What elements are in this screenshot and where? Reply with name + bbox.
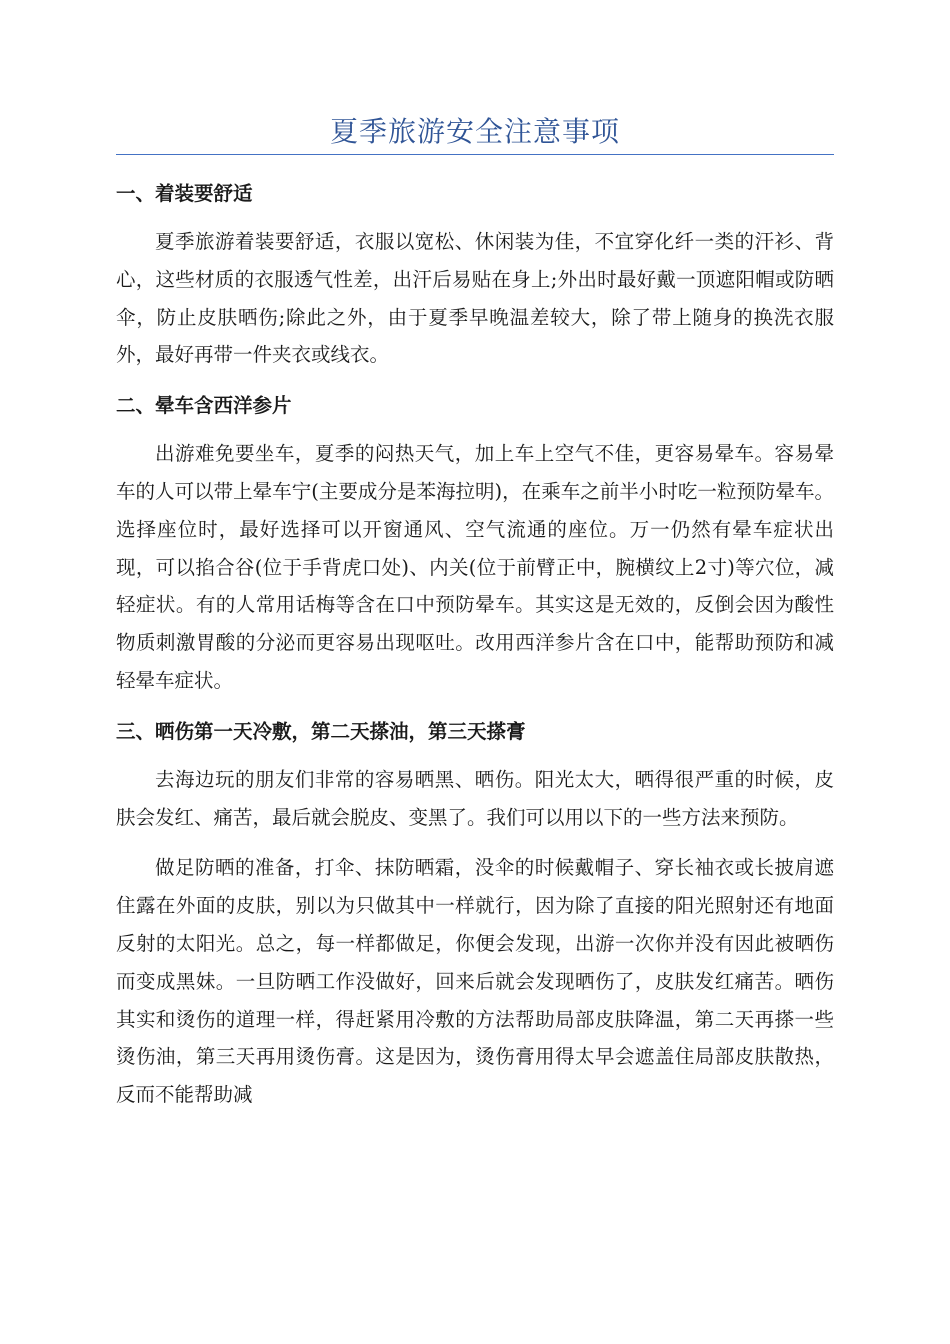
paragraph: 去海边玩的朋友们非常的容易晒黑、晒伤。阳光太大，晒得很严重的时候，皮肤会发红、痛苦，最后就会脱皮、变黑了。我们可以用以下的一些方法来预防。 xyxy=(116,767,834,829)
section-3 xyxy=(116,713,834,1114)
section-heading: 一、着装要舒适 xyxy=(116,182,253,205)
page-title: 夏季旅游安全注意事项 xyxy=(329,115,620,148)
paragraph: 夏季旅游着装要舒适，衣服以宽松、休闲装为佳，不宜穿化纤一类的汗衫、背心，这些材质的衣服透气性差，出汗后易贴在身上;外出时最好戴一顶遮阳帽或防晒伞，防止皮肤晒伤;除此之外，由于夏季早晚温差较大，除了带上随身的换洗衣服外，最好再带一件夹衣或线衣。 xyxy=(116,230,834,367)
section-heading: 三、晒伤第一天冷敷，第二天搽油，第三天搽膏 xyxy=(116,719,526,743)
title-divider xyxy=(116,154,834,155)
document-body xyxy=(116,175,834,1127)
paragraph: 出游难免要坐车，夏季的闷热天气，加上车上空气不佳，更容易晕车。容易晕车的人可以带上晕车宁(主要成分是苯海拉明)，在乘车之前半小时吃一粒预防晕车。选择座位时，最好选择可以开窗通风、空气流通的座位。万一仍然有晕车症状出现，可以掐合谷(位于手背虎口处)、内关(位于前臂正中，腕横纹上2寸)等穴位，减轻症状。有的人常用话梅等含在口中预防晕车。其实这是无效的，反倒会因为酸性物质刺激胃酸的分泌而更容易出现呕吐。改用西洋参片含在口中，能帮助预防和减轻晕车症状。 xyxy=(116,442,834,692)
section-heading: 二、晕车含西洋参片 xyxy=(116,394,292,418)
paragraph: 做足防晒的准备，打伞、抹防晒霜，没伞的时候戴帽子、穿长袖衣或长披肩遮住露在外面的皮肤，别以为只做其中一样就行，因为除了直接的阳光照射还有地面反射的太阳光。总之，每一样都做足，你便会发现，出游一次你并没有因此被晒伤而变成黑妹。一旦防晒工作没做好，回来后就会发现晒伤了，皮肤发红痛苦。晒伤其实和烫伤的道理一样，得赶紧用冷敷的方法帮助局部皮肤降温，第二天再搽一些烫伤油，第三天再用烫伤膏。这是因为，烫伤膏用得太早会遮盖住局部皮肤散热，反而不能帮助减 xyxy=(116,856,834,1107)
section-2 xyxy=(116,387,834,700)
section-1 xyxy=(116,175,834,374)
